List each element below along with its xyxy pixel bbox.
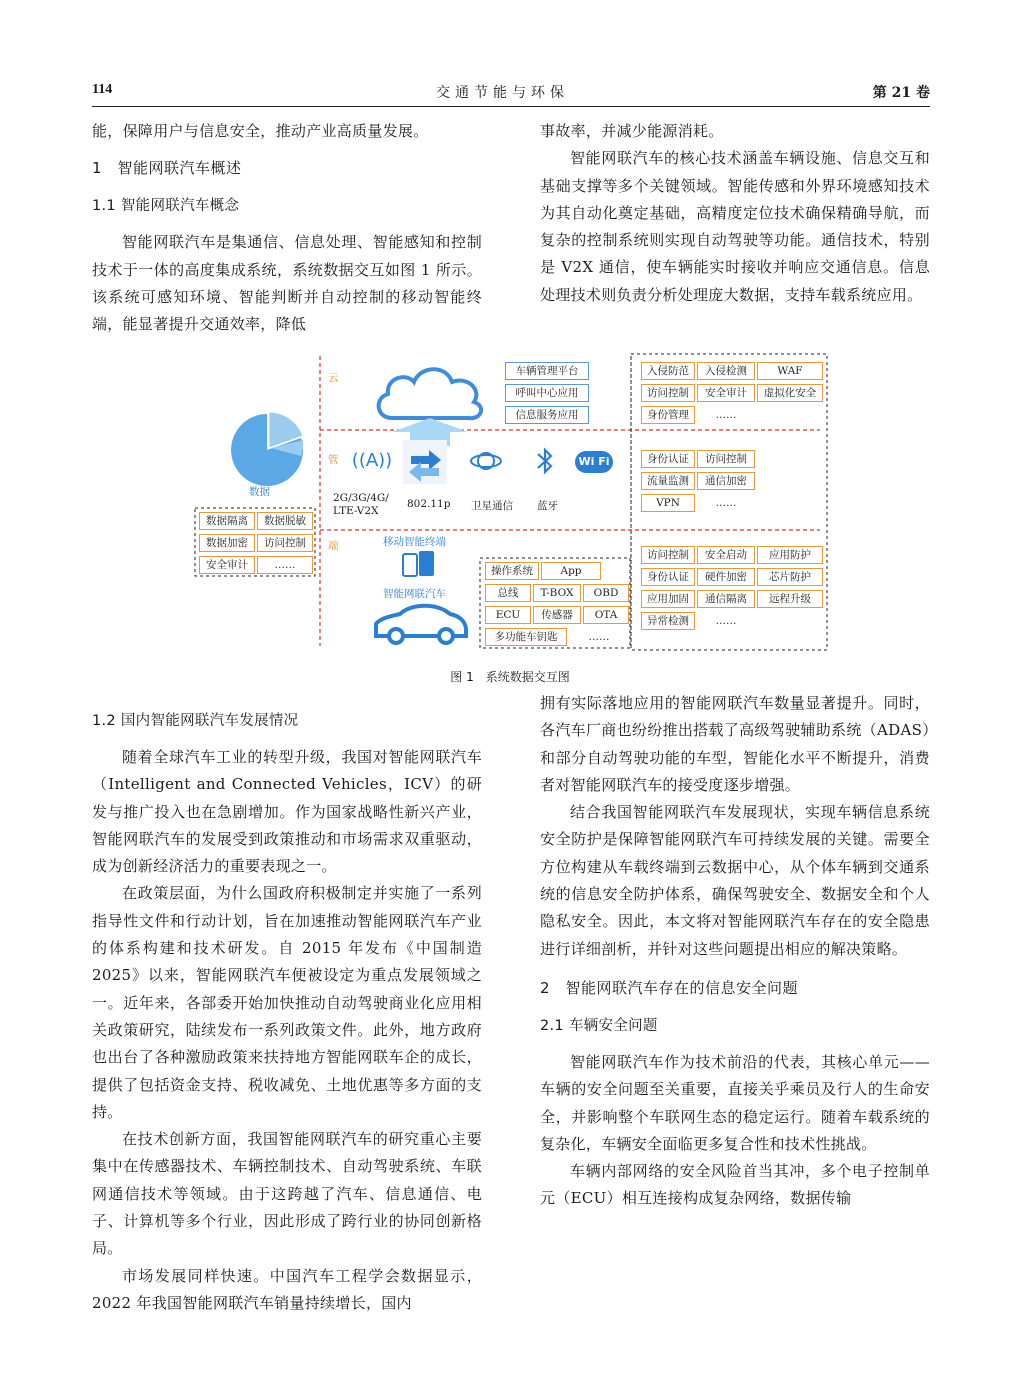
exchange-arrows-icon — [403, 440, 447, 484]
data-security-box: 访问控制 — [257, 534, 313, 552]
data-security-box: 数据脱敏 — [257, 512, 313, 530]
subsection-heading-1-2: 1.2 国内智能网联汽车发展情况 — [92, 713, 299, 729]
cloud-security-box: WAF — [757, 362, 823, 380]
pipe-security-box: 通信加密 — [697, 472, 755, 490]
cloud-security-box: 入侵防范 — [641, 362, 695, 380]
paragraph: 随着全球汽车工业的转型升级，我国对智能网联汽车（Intelligent and Connected Vehicles，ICV）的研发与推广投入也在急剧增加。作为国家战略性新兴产业，智能网联汽车的发展受到政策推动和市场需求双重驱动，成为创新经济活力的重要表现之一。 — [92, 748, 482, 876]
vehicle-part-box: ECU — [485, 606, 531, 624]
end-security-box: 通信隔离 — [697, 590, 755, 608]
pipe-security-box: VPN — [641, 494, 695, 512]
cloud-security-box: 安全审计 — [697, 384, 755, 402]
vehicle-part-box: OBD — [583, 584, 629, 602]
pipe-security-box: 流量监测 — [641, 472, 695, 490]
svg-text:((A)): ((A)) — [351, 450, 393, 471]
cloud-app-box: 信息服务应用 — [505, 406, 589, 424]
figure-caption-number: 图 1 — [450, 670, 474, 684]
paragraph: 车辆内部网络的安全风险首当其冲，多个电子控制单元（ECU）相互连接构成复杂网络，数据传输 — [540, 1162, 930, 1208]
paragraph: 智能网联汽车作为技术前沿的代表，其核心单元——车辆的安全问题至关重要，直接关乎乘员及行人的生命安全，并影响整个车联网生态的稳定运行。随着车载系统的复杂化，车辆安全面临更多复合性和技术性挑战。 — [540, 1052, 930, 1153]
system-data-interaction-figure — [195, 348, 830, 658]
vehicle-part-box: T-BOX — [533, 584, 581, 602]
pipe-security-box: 身份认证 — [641, 450, 695, 468]
data-label: 数据 — [249, 486, 270, 498]
vehicle-part-box: App — [541, 562, 601, 580]
layer-pipe-label: 管 — [328, 454, 339, 466]
paragraph: 拥有实际落地应用的智能网联汽车数量显著提升。同时，各汽车厂商也纷纷推出搭载了高级驾驶辅助系统（ADAS）和部分自动驾驶功能的车型，智能化水平不断提升，消费者对智能网联汽车的接受度逐步增强。 — [540, 694, 930, 794]
layer-end-label: 端 — [328, 540, 339, 552]
data-security-box: 安全审计 — [199, 556, 255, 574]
end-security-box: 应用加固 — [641, 590, 695, 608]
vehicle-part-box: 传感器 — [533, 606, 581, 624]
paragraph: 在政策层面，为什么国政府积极制定并实施了一系列指导性文件和行动计划，旨在加速推动智能网联汽车产业的体系构建和技术研发。自 2015 年发布《中国制造 2025》以来，智能网联汽车便被设定为重点发展领域之一。近年来，各部委开始加快推动自动驾驶商业化应用相关政策研究，陆续发布一系列政策文件。此外，地方政府也出台了各种激励政策来扶持地方智能网联车企的成长，提供了包括资金支持、税收减免、土地优惠等多方面的支持。 — [92, 884, 482, 1121]
data-security-box: …… — [257, 556, 313, 574]
end-security-more: …… — [697, 612, 755, 630]
page-header — [92, 80, 930, 107]
layer-cloud-label: 云 — [328, 372, 339, 384]
paragraph: 市场发展同样快速。中国汽车工程学会数据显示，2022 年我国智能网联汽车销量持续增长，国内 — [92, 1266, 482, 1312]
car-icon — [370, 600, 470, 646]
pipe-security-box: 访问控制 — [697, 450, 755, 468]
page-number: 114 — [92, 82, 113, 97]
figure-caption-title: 系统数据交互图 — [485, 670, 570, 684]
cloud-app-box: 车辆管理平台 — [505, 362, 589, 380]
subsection-heading-2-1: 2.1 车辆安全问题 — [540, 1017, 658, 1034]
end-security-box: 芯片防护 — [757, 568, 823, 586]
cloud-security-box: 访问控制 — [641, 384, 695, 402]
right-column-bottom — [540, 690, 930, 1213]
subsection-heading-1-1: 1.1 智能网联汽车概念 — [92, 198, 240, 215]
vehicle-label: 智能网联汽车 — [383, 588, 446, 600]
bluetooth-icon — [533, 446, 557, 476]
end-security-box: 安全启动 — [697, 546, 755, 564]
vehicle-part-box: 多功能车钥匙 — [485, 628, 567, 646]
end-security-box: 访问控制 — [641, 546, 695, 564]
paragraph: 结合我国智能网联汽车发展现状，实现车辆信息系统安全防护是保障智能网联汽车可持续发展的关键。需要全方位构建从车载终端到云数据中心，从个体车辆到交通系统的信息安全防护体系，确保驾驶安全、数据安全和个人隐私安全。因此，本文将对智能网联汽车存在的安全隐患进行详细剖析，并针对这些问题提出相应的解决策略。 — [540, 803, 930, 958]
section-heading-2: 2 智能网联汽车存在的信息安全问题 — [540, 978, 799, 997]
figure-caption — [0, 668, 1020, 685]
left-column-top — [92, 118, 482, 338]
cloud-security-box: 虚拟化安全 — [757, 384, 823, 402]
cloud-security-box: 入侵检测 — [697, 362, 755, 380]
paragraph: 智能网联汽车的核心技术涵盖车辆设施、信息交互和基础支撑等多个关键领域。智能传感和外界环境感知技术为其自动化奠定基础，高精度定位技术确保精确导航，而复杂的控制系统则实现自动驾驶等功能。通信技术，特别是 V2X 通信，使车辆能实时接收并响应交通信息。信息处理技术则负责分析处理庞大数据，支持车载系统应用。 — [540, 149, 930, 304]
data-pie-icon — [227, 410, 307, 490]
comm-label-bluetooth: 蓝牙 — [537, 500, 558, 512]
end-security-box: 远程升级 — [757, 590, 823, 608]
end-security-box: 异常检测 — [641, 612, 695, 630]
antenna-icon — [351, 444, 393, 474]
paragraph: 能，保障用户与信息安全，推动产业高质量发展。 — [92, 122, 429, 140]
volume-label: 第 21 卷 — [872, 85, 930, 101]
cloud-app-box: 呼叫中心应用 — [505, 384, 589, 402]
journal-title: 交通节能与环保 — [436, 85, 569, 101]
vehicle-part-box: 总线 — [485, 584, 531, 602]
section-heading-1: 1 智能网联汽车概述 — [92, 159, 242, 178]
end-security-box: 身份认证 — [641, 568, 695, 586]
left-column-bottom — [92, 708, 482, 1317]
satellite-icon — [469, 446, 503, 476]
data-security-box: 数据加密 — [199, 534, 255, 552]
end-security-box: 硬件加密 — [697, 568, 755, 586]
comm-label-80211p: 802.11p — [407, 498, 451, 510]
paragraph: 在技术创新方面，我国智能网联汽车的研究重心主要集中在传感器技术、车辆控制技术、自动驾驶系统、车联网通信技术等领域。由于这跨越了汽车、信息通信、电子、计算机等多个行业，因此形成了跨行业的协同创新格局。 — [92, 1130, 482, 1258]
wifi-icon: Wi Fi — [575, 451, 613, 473]
data-security-box: 数据隔离 — [199, 512, 255, 530]
mobile-terminal-label: 移动智能终端 — [383, 536, 446, 548]
end-security-box: 应用防护 — [757, 546, 823, 564]
vehicle-part-box: 操作系统 — [485, 562, 539, 580]
right-column-top — [540, 118, 930, 309]
comm-label-satellite: 卫星通信 — [471, 500, 513, 512]
comm-label-cellular: 2G/3G/4G/ LTE-V2X — [333, 492, 389, 517]
paragraph: 事故率，并减少能源消耗。 — [540, 122, 724, 140]
vehicle-part-more: …… — [569, 628, 629, 646]
vehicle-part-box: OTA — [583, 606, 629, 624]
cloud-security-more: …… — [697, 406, 755, 424]
paragraph: 智能网联汽车是集通信、信息处理、智能感知和控制技术于一体的高度集成系统，系统数据交互如图 1 所示。该系统可感知环境、智能判断并自动控制的移动智能终端，能显著提升交通效率，降低 — [92, 233, 482, 334]
mobile-device-icon — [401, 550, 437, 578]
cloud-security-box: 身份管理 — [641, 406, 695, 424]
pipe-security-more: …… — [697, 494, 755, 512]
